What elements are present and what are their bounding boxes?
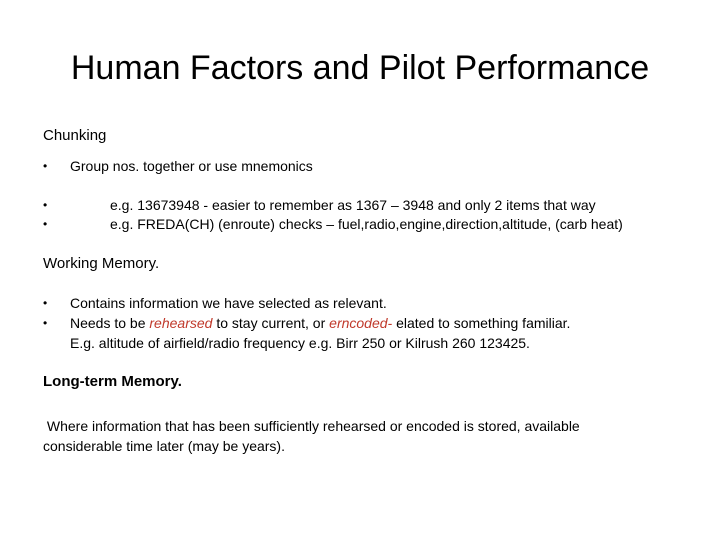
working-memory-item-2-line-2: E.g. altitude of airfield/radio frequency e.g. Birr 250 or Kilrush 260 123425.	[70, 335, 530, 351]
bullet-icon: •	[43, 198, 48, 212]
rehearsed-emphasis: rehearsed	[149, 315, 213, 331]
long-term-memory-text-line-2: considerable time later (may be years).	[43, 438, 285, 454]
long-term-memory-text-line-1: Where information that has been sufficiently rehearsed or encoded is stored, available	[43, 418, 580, 434]
working-memory-item-2: Needs to be rehearsed to stay current, or erncoded- elated to something familiar.	[70, 315, 571, 331]
encoded-emphasis: erncoded-	[329, 315, 393, 331]
bullet-icon: •	[43, 296, 48, 310]
bullet-icon: •	[43, 316, 48, 330]
chunking-item-2: e.g. 13673948 - easier to remember as 1367 – 3948 and only 2 items that way	[110, 197, 596, 213]
slide-title: Human Factors and Pilot Performance	[70, 49, 650, 87]
chunking-heading: Chunking	[43, 127, 107, 144]
chunking-item-1: Group nos. together or use mnemonics	[70, 158, 313, 174]
chunking-item-3: e.g. FREDA(CH) (enroute) checks – fuel,radio,engine,direction,altitude, (carb heat)	[110, 216, 623, 232]
working-memory-item-1: Contains information we have selected as relevant.	[70, 295, 387, 311]
bullet-icon: •	[43, 159, 48, 173]
working-memory-heading: Working Memory.	[43, 255, 160, 272]
bullet-icon: •	[43, 217, 48, 231]
long-term-memory-heading: Long-term Memory.	[43, 373, 182, 390]
